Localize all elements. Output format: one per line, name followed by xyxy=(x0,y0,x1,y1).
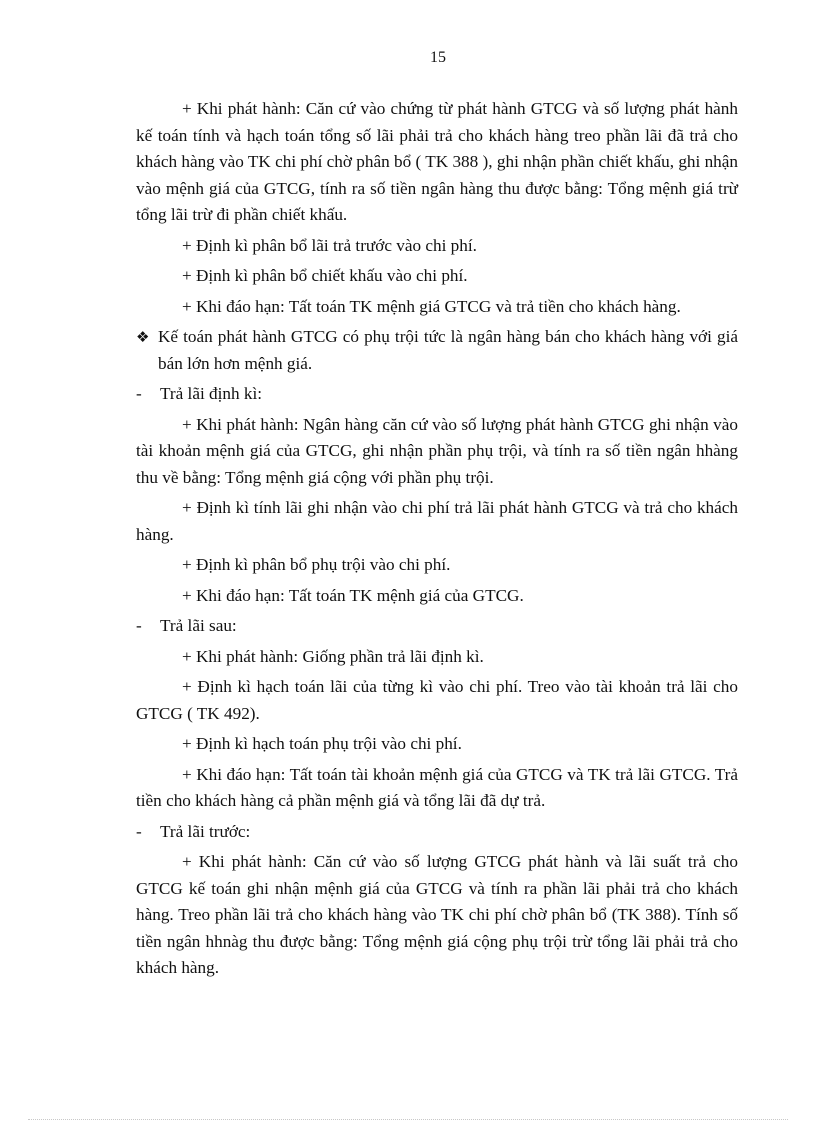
paragraph: + Khi phát hành: Căn cứ vào chứng từ phát hành GTCG và số lượng phát hành kế toán tính và hạch toán tổng số lãi phải trả cho khách hàng treo phần lãi đã trả cho khách hàng vào TK chi phí chờ phân bổ ( TK 388 ), ghi nhận phần chiết khấu, ghi nhận vào mệnh giá của GTCG, tính ra số tiền ngân hàng thu được bằng: Tổng mệnh giá trừ tổng lãi trừ đi phần chiết khấu. xyxy=(136,99,738,224)
paragraph: + Khi phát hành: Căn cứ vào số lượng GTCG phát hành và lãi suất trả cho GTCG kế toán ghi nhận mệnh giá của GTCG và tính ra phần lãi phải trả cho khách hàng. Treo phần lãi trả cho khách hàng vào TK chi phí chờ phân bổ (TK 388). Tính số tiền ngân hhnàg thu được bằng: Tổng mệnh giá cộng phụ trội trừ tổng lãi phải trả cho khách hàng. xyxy=(136,852,738,977)
paragraph: + Khi đáo hạn: Tất toán TK mệnh giá GTCG và trả tiền cho khách hàng. xyxy=(182,296,681,316)
paragraph: + Định kì hạch toán lãi của từng kì vào chi phí. Treo vào tài khoản trả lãi cho GTCG ( TK 492). xyxy=(136,677,738,723)
paragraph: + Định kì hạch toán phụ trội vào chi phí. xyxy=(182,734,462,753)
paragraph: Kế toán phát hành GTCG có phụ trội tức là ngân hàng bán cho khách hàng với giá bán lớn hơn mệnh giá. xyxy=(158,327,738,373)
page-bottom-divider xyxy=(28,1119,788,1120)
dash-bullet-icon: - xyxy=(136,821,142,841)
paragraph: + Khi phát hành: Giống phần trả lãi định kì. xyxy=(182,646,484,666)
paragraph: Trả lãi trước: xyxy=(160,821,251,841)
dash-bullet-icon: - xyxy=(136,384,142,403)
dash-bullet-item xyxy=(136,819,738,846)
paragraph: + Khi đáo hạn: Tất toán tài khoản mệnh giá của GTCG và TK trả lãi GTCG. Trả tiền cho khách hàng cả phần mệnh giá và tổng lãi đã dự trả. xyxy=(136,764,738,810)
paragraph: Trả lãi sau: xyxy=(160,616,237,635)
paragraph: + Định kì phân bổ chiết khấu vào chi phí. xyxy=(182,266,468,285)
dash-bullet-item xyxy=(136,613,738,640)
paragraph: + Định kì phân bổ phụ trội vào chi phí. xyxy=(182,555,451,574)
paragraph: + Định kì phân bổ lãi trả trước vào chi phí. xyxy=(182,235,477,255)
dash-bullet-item xyxy=(136,381,738,408)
diamond-bullet-item xyxy=(136,324,738,377)
diamond-bullet-icon: ❖ xyxy=(136,328,150,346)
dash-bullet-icon: - xyxy=(136,616,142,635)
page-number: 15 xyxy=(430,49,446,66)
paragraph: + Khi đáo hạn: Tất toán TK mệnh giá của GTCG. xyxy=(182,585,524,605)
document-body xyxy=(136,96,738,986)
paragraph: + Khi phát hành: Ngân hàng căn cứ vào số lượng phát hành GTCG ghi nhận vào tài khoản mệnh giá của GTCG, ghi nhận phần phụ trội, và tính ra số tiền ngân hhàng thu về bằng: Tổng mệnh giá cộng với phần phụ trội. xyxy=(136,414,738,487)
paragraph: + Định kì tính lãi ghi nhận vào chi phí trả lãi phát hành GTCG và trả cho khách hàng. xyxy=(136,498,738,544)
paragraph: Trả lãi định kì: xyxy=(160,384,263,403)
